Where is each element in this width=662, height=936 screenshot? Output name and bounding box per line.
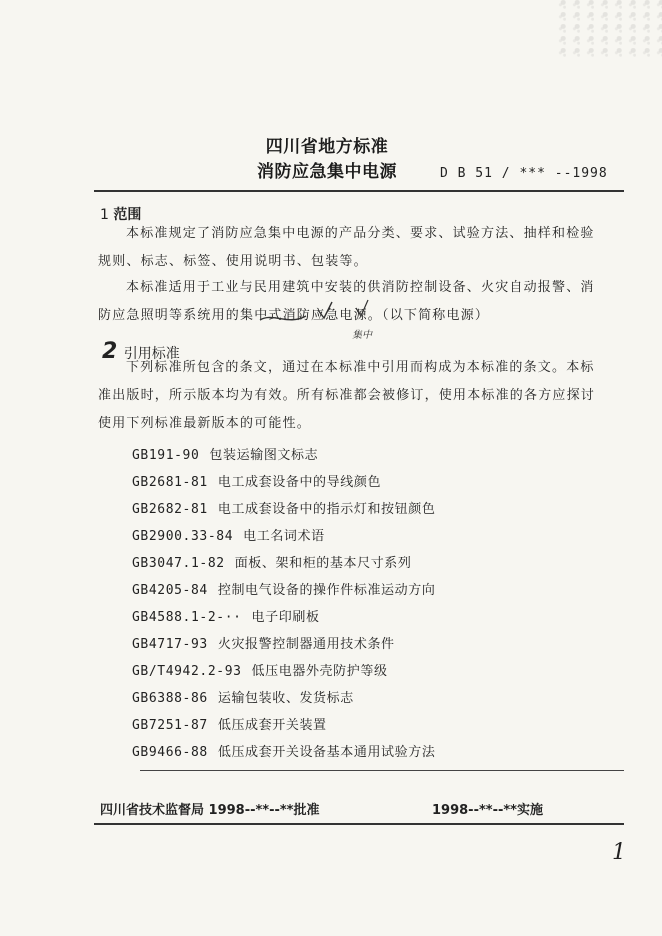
std-title: 面板、架和柜的基本尺寸系列: [234, 556, 412, 571]
content-end-rule: [140, 770, 624, 771]
std-code: GB4717-93: [132, 637, 208, 652]
reference-standards-list: [132, 442, 435, 766]
std-code: GB9466-88: [132, 745, 208, 760]
section-2-paragraph-1: 下列标准所包含的条文，通过在本标准中引用而构成为本标准的条文。本标准出版时，所示版本均为有效。所有标准都会被修订，使用本标准的各方应探讨使用下列标准最新版本的可能性。: [98, 360, 596, 431]
standard-code: D B 51 / *** --1998: [440, 166, 608, 181]
title-line-1: 四川省地方标准: [265, 137, 389, 157]
list-item: [132, 442, 435, 469]
section-2-title: 引用标准: [123, 346, 180, 362]
approval-line: 四川省技术监督局 1998--**--**批准: [100, 803, 320, 818]
handwritten-annotation: 集中: [352, 330, 372, 341]
section-1-paragraph-1: 本标准规定了消防应急集中电源的产品分类、要求、试验方法、抽样和检验规则、标志、标签、使用说明书、包装等。: [98, 226, 595, 269]
std-code: GB2681-81: [132, 475, 208, 490]
list-item: [132, 577, 435, 604]
scan-noise: [552, 0, 662, 60]
footer-rule: [94, 823, 624, 825]
std-title: 电工成套设备中的导线颜色: [217, 475, 382, 490]
list-item: [132, 658, 435, 685]
std-title: 低压电器外壳防护等级: [251, 664, 388, 679]
std-title: 电子印刷板: [251, 610, 320, 625]
std-code: GB7251-87: [132, 718, 208, 733]
std-code: GB2682-81: [132, 502, 208, 517]
section-2-number: 2: [102, 339, 118, 364]
std-title: 包装运输图文标志: [209, 448, 319, 463]
document-title: [252, 132, 402, 182]
std-code: GB3047.1-82: [132, 556, 225, 571]
std-code: GB4588.1-2-··: [132, 610, 242, 625]
list-item: [132, 604, 435, 631]
std-code: GB191-90: [132, 448, 200, 463]
std-code: GB2900.33-84: [132, 529, 234, 544]
list-item: [132, 739, 435, 766]
list-item: [132, 469, 435, 496]
page-number: 1: [612, 840, 626, 865]
std-title: 火灾报警控制器通用技术条件: [217, 637, 395, 652]
implementation-line: 1998--**--**实施: [432, 803, 543, 818]
std-title: 低压成套开关装置: [217, 718, 327, 733]
section-1-title: 范围: [113, 207, 142, 223]
header-rule: [94, 190, 624, 192]
std-title: 控制电气设备的操作件标准运动方向: [217, 583, 436, 598]
list-item: [132, 631, 435, 658]
list-item: [132, 685, 435, 712]
std-code: GB/T4942.2-93: [132, 664, 242, 679]
std-title: 电工成套设备中的指示灯和按钮颜色: [217, 502, 436, 517]
list-item: [132, 550, 435, 577]
section-1-number: 1: [100, 207, 109, 223]
std-title: 低压成套开关设备基本通用试验方法: [217, 745, 436, 760]
std-title: 运输包装收、发货标志: [217, 691, 354, 706]
std-code: GB6388-86: [132, 691, 208, 706]
std-code: GB4205-84: [132, 583, 208, 598]
section-1-paragraph-2: 本标准适用于工业与民用建筑中安装的供消防控制设备、火灾自动报警、消防应急照明等系统用的集中式消防应急电源。（以下简称电源）: [98, 280, 595, 323]
list-item: [132, 523, 435, 550]
std-title: 电工名词术语: [243, 529, 325, 544]
title-line-2: 消防应急集中电源: [257, 162, 397, 182]
list-item: [132, 496, 435, 523]
list-item: [132, 712, 435, 739]
